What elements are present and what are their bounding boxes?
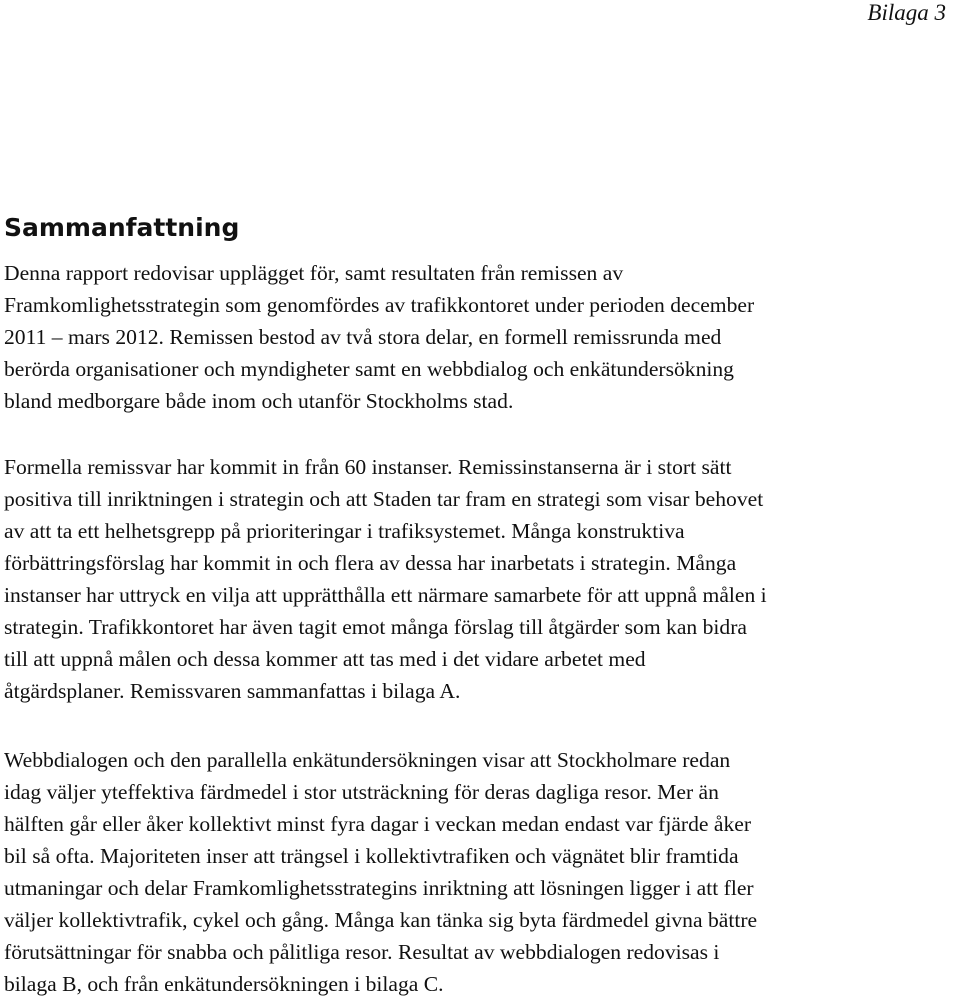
text-line: Framkomlighetsstrategin som genomfördes av trafikkontoret under perioden december (4, 293, 755, 317)
text-line: Denna rapport redovisar upplägget för, samt resultaten från remissen av (4, 261, 624, 285)
paragraph-webbdialog (4, 744, 954, 1000)
appendix-label: Bilaga 3 (867, 0, 946, 25)
text-line: förutsättningar för snabba och pålitliga resor. Resultat av webbdialogen redovisas i (4, 940, 720, 964)
text-line: berörda organisationer och myndigheter samt en webbdialog och enkätundersökning (4, 357, 734, 381)
text-line: 2011 – mars 2012. Remissen bestod av två stora delar, en formell remissrunda med (4, 325, 722, 349)
text-line: utmaningar och delar Framkomlighetsstrategins inriktning att lösningen ligger i att fler (4, 876, 754, 900)
text-line: Webbdialogen och den parallella enkätundersökningen visar att Stockholmare redan (4, 748, 731, 772)
text-line: till att uppnå målen och dessa kommer att tas med i det vidare arbetet med (4, 647, 646, 671)
section-heading: Sammanfattning (4, 213, 240, 242)
text-line: åtgärdsplaner. Remissvaren sammanfattas i bilaga A. (4, 679, 461, 703)
text-line: idag väljer yteffektiva färdmedel i stor utsträckning för deras dagliga resor. Mer än (4, 780, 719, 804)
text-line: av att ta ett helhetsgrepp på prioriteringar i trafiksystemet. Många konstruktiva (4, 519, 685, 543)
text-line: bland medborgare både inom och utanför Stockholms stad. (4, 389, 514, 413)
text-line: strategin. Trafikkontoret har även tagit emot många förslag till åtgärder som kan bidra (4, 615, 747, 639)
text-line: förbättringsförslag har kommit in och flera av dessa har inarbetats i strategin. Många (4, 551, 737, 575)
text-line: hälften går eller åker kollektivt minst fyra dagar i veckan medan endast var fjärde åker (4, 812, 752, 836)
text-line: Formella remissvar har kommit in från 60 instanser. Remissinstanserna är i stort sätt (4, 455, 732, 479)
paragraph-intro (4, 257, 954, 417)
text-line: positiva till inriktningen i strategin och att Staden tar fram en strategi som visar behovet (4, 487, 764, 511)
text-line: bil så ofta. Majoriteten inser att trängsel i kollektivtrafiken och vägnätet blir framtida (4, 844, 739, 868)
text-line: instanser har uttryck en vilja att upprätthålla ett närmare samarbete för att uppnå målen i (4, 583, 767, 607)
paragraph-remissvar (4, 451, 954, 707)
text-line: bilaga B, och från enkätundersökningen i bilaga C. (4, 972, 444, 996)
text-line: väljer kollektivtrafik, cykel och gång. Många kan tänka sig byta färdmedel givna bättre (4, 908, 758, 932)
